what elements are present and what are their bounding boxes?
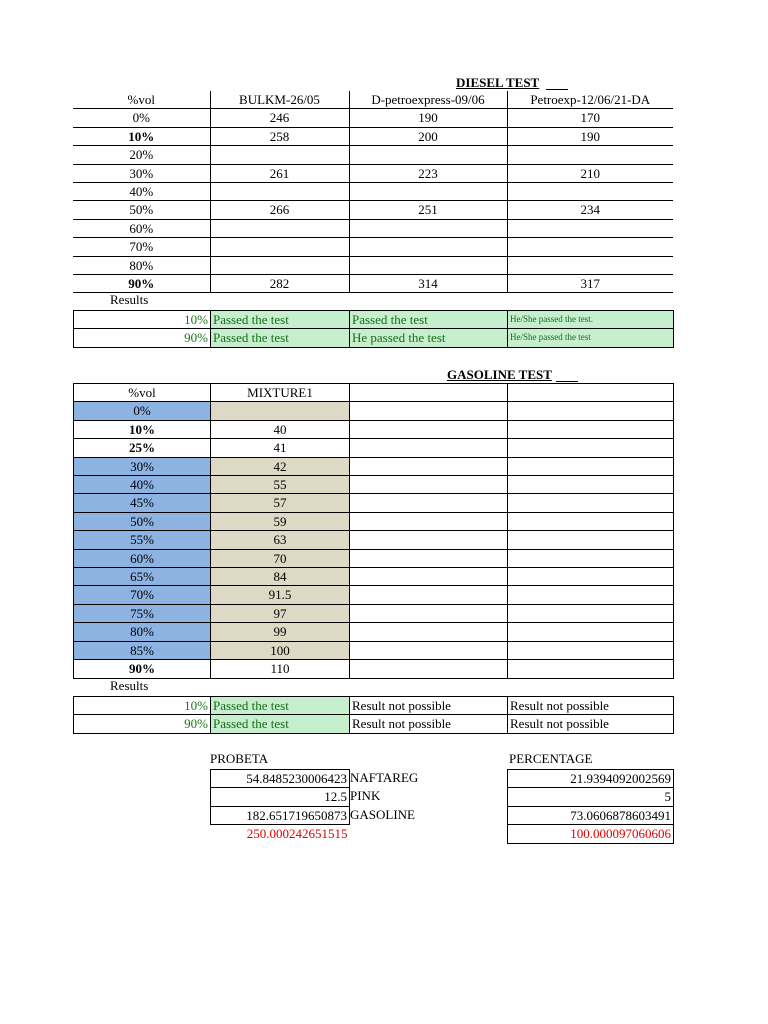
gasoline-result-cell: Result not possible xyxy=(508,697,674,715)
component-name: GASOLINE xyxy=(350,806,415,822)
percentage-table xyxy=(507,769,674,844)
gasoline-vol-cell: 30% xyxy=(74,457,211,475)
gasoline-vol-cell: 25% xyxy=(74,439,211,457)
diesel-header-row xyxy=(73,91,673,109)
diesel-value-cell: 223 xyxy=(349,164,507,182)
gasoline-row xyxy=(74,512,674,530)
gasoline-vol-cell: 40% xyxy=(74,476,211,494)
gasoline-value-cell: 99 xyxy=(211,623,350,641)
gasoline-empty-cell xyxy=(350,641,508,659)
gasoline-result-row xyxy=(74,715,674,733)
component-name: NAFTAREG xyxy=(350,770,419,785)
gasoline-row xyxy=(74,402,674,420)
gasoline-empty-cell xyxy=(350,549,508,567)
diesel-result-cell: He/She passed the test xyxy=(508,329,674,347)
percentage-value: 73.0606878603491 xyxy=(508,806,674,824)
diesel-value-cell xyxy=(349,183,507,201)
diesel-header-cell: BULKM-26/05 xyxy=(210,91,349,109)
gasoline-vol-cell: 50% xyxy=(74,512,211,530)
gasoline-empty-cell xyxy=(350,660,508,678)
gasoline-vol-cell: 55% xyxy=(74,531,211,549)
gasoline-empty-cell xyxy=(350,623,508,641)
diesel-row xyxy=(73,201,673,219)
gasoline-value-cell: 40 xyxy=(211,420,350,438)
gasoline-header-cell xyxy=(350,384,508,402)
gasoline-value-cell xyxy=(211,402,350,420)
diesel-value-cell xyxy=(210,183,349,201)
diesel-value-cell xyxy=(507,256,673,274)
percentage-total: 100.000097060606 xyxy=(508,825,674,843)
gasoline-value-cell: 63 xyxy=(211,531,350,549)
diesel-row xyxy=(73,256,673,274)
probeta-label: PROBETA xyxy=(210,751,269,766)
diesel-title-underline xyxy=(546,89,568,90)
gasoline-vol-cell: 0% xyxy=(74,402,211,420)
gasoline-vol-cell: 45% xyxy=(74,494,211,512)
diesel-row xyxy=(73,164,673,182)
diesel-result-row xyxy=(74,329,674,347)
gasoline-empty-cell xyxy=(508,568,674,586)
percentage-row xyxy=(508,788,674,806)
percentage-label: PERCENTAGE xyxy=(509,751,593,766)
gasoline-empty-cell xyxy=(350,531,508,549)
diesel-header-cell: D-petroexpress-09/06 xyxy=(349,91,507,109)
gasoline-results-table xyxy=(73,696,674,734)
gasoline-vol-cell: 70% xyxy=(74,586,211,604)
diesel-vol-cell: 80% xyxy=(73,256,210,274)
diesel-result-cell: He passed the test xyxy=(350,329,508,347)
gasoline-row xyxy=(74,549,674,567)
gasoline-vol-cell: 85% xyxy=(74,641,211,659)
diesel-vol-cell: 30% xyxy=(73,164,210,182)
gasoline-value-cell: 55 xyxy=(211,476,350,494)
gasoline-row xyxy=(74,586,674,604)
diesel-value-cell xyxy=(349,146,507,164)
gasoline-value-cell: 110 xyxy=(211,660,350,678)
diesel-vol-cell: 20% xyxy=(73,146,210,164)
diesel-result-pct: 10% xyxy=(74,311,211,329)
diesel-value-cell: 258 xyxy=(210,127,349,145)
probeta-total-row xyxy=(211,825,350,843)
gasoline-row xyxy=(74,457,674,475)
gasoline-result-cell: Result not possible xyxy=(350,697,508,715)
gasoline-row xyxy=(74,476,674,494)
gasoline-empty-cell xyxy=(350,439,508,457)
gasoline-empty-cell xyxy=(508,531,674,549)
gasoline-value-cell: 84 xyxy=(211,568,350,586)
gasoline-result-cell: Passed the test xyxy=(211,697,350,715)
probeta-value: 54.8485230006423 xyxy=(211,770,350,788)
component-name: PINK xyxy=(350,788,381,804)
gasoline-vol-cell: 65% xyxy=(74,568,211,586)
diesel-row xyxy=(73,127,673,145)
gasoline-header-cell: %vol xyxy=(74,384,211,402)
gasoline-result-pct: 10% xyxy=(74,697,211,715)
gasoline-empty-cell xyxy=(508,420,674,438)
diesel-result-cell: Passed the test xyxy=(211,329,350,347)
diesel-value-cell: 234 xyxy=(507,201,673,219)
gasoline-empty-cell xyxy=(350,568,508,586)
diesel-row xyxy=(73,109,673,127)
diesel-vol-cell: 10% xyxy=(73,127,210,145)
gasoline-empty-cell xyxy=(350,457,508,475)
gasoline-result-cell: Passed the test xyxy=(211,715,350,733)
gasoline-row xyxy=(74,568,674,586)
gasoline-empty-cell xyxy=(350,476,508,494)
gasoline-empty-cell xyxy=(350,604,508,622)
diesel-row xyxy=(73,275,673,293)
percentage-row xyxy=(508,770,674,788)
percentage-value: 21.9394092002569 xyxy=(508,770,674,788)
gasoline-row xyxy=(74,660,674,678)
diesel-results-table xyxy=(73,310,674,348)
diesel-vol-cell: 50% xyxy=(73,201,210,219)
gasoline-vol-cell: 60% xyxy=(74,549,211,567)
gasoline-empty-cell xyxy=(350,586,508,604)
diesel-vol-cell: 40% xyxy=(73,183,210,201)
diesel-value-cell: 200 xyxy=(349,127,507,145)
diesel-value-cell xyxy=(210,256,349,274)
gasoline-empty-cell xyxy=(508,641,674,659)
gasoline-header-cell xyxy=(508,384,674,402)
diesel-header-cell: Petroexp-12/06/21-DA xyxy=(507,91,673,109)
gasoline-empty-cell xyxy=(508,402,674,420)
diesel-value-cell xyxy=(507,219,673,237)
diesel-value-cell: 314 xyxy=(349,275,507,293)
gasoline-empty-cell xyxy=(350,494,508,512)
gasoline-row xyxy=(74,494,674,512)
diesel-row xyxy=(73,183,673,201)
gasoline-row xyxy=(74,641,674,659)
diesel-result-cell: He/She passed the test. xyxy=(508,311,674,329)
diesel-vol-cell: 70% xyxy=(73,238,210,256)
gasoline-empty-cell xyxy=(508,549,674,567)
gasoline-result-row xyxy=(74,697,674,715)
probeta-total: 250.000242651515 xyxy=(246,826,348,842)
gasoline-value-cell: 70 xyxy=(211,549,350,567)
diesel-vol-cell: 60% xyxy=(73,219,210,237)
diesel-value-cell xyxy=(507,183,673,201)
gasoline-empty-cell xyxy=(508,494,674,512)
gasoline-result-pct: 90% xyxy=(74,715,211,733)
gasoline-empty-cell xyxy=(350,512,508,530)
gasoline-vol-cell: 90% xyxy=(74,660,211,678)
gasoline-table xyxy=(73,383,674,679)
diesel-result-cell: Passed the test xyxy=(211,311,350,329)
gasoline-empty-cell xyxy=(508,623,674,641)
diesel-vol-cell: 90% xyxy=(73,275,210,293)
gasoline-value-cell: 42 xyxy=(211,457,350,475)
diesel-value-cell xyxy=(349,219,507,237)
gasoline-row xyxy=(74,531,674,549)
gasoline-value-cell: 97 xyxy=(211,604,350,622)
diesel-value-cell xyxy=(210,146,349,164)
diesel-result-cell: Passed the test xyxy=(350,311,508,329)
gasoline-row xyxy=(74,420,674,438)
diesel-result-pct: 90% xyxy=(74,329,211,347)
mix-names xyxy=(349,769,418,824)
gasoline-empty-cell xyxy=(350,402,508,420)
diesel-row xyxy=(73,238,673,256)
gasoline-empty-cell xyxy=(508,457,674,475)
diesel-value-cell: 170 xyxy=(507,109,673,127)
gasoline-vol-cell: 75% xyxy=(74,604,211,622)
diesel-value-cell: 266 xyxy=(210,201,349,219)
gasoline-row xyxy=(74,439,674,457)
probeta-row xyxy=(211,806,350,824)
gasoline-header-cell: MIXTURE1 xyxy=(211,384,350,402)
diesel-row xyxy=(73,146,673,164)
diesel-value-cell xyxy=(507,238,673,256)
percentage-value: 5 xyxy=(508,788,674,806)
gasoline-value-cell: 91.5 xyxy=(211,586,350,604)
probeta-row xyxy=(211,788,350,806)
diesel-value-cell: 210 xyxy=(507,164,673,182)
diesel-value-cell: 317 xyxy=(507,275,673,293)
diesel-result-row xyxy=(74,311,674,329)
gasoline-vol-cell: 80% xyxy=(74,623,211,641)
gasoline-value-cell: 57 xyxy=(211,494,350,512)
gasoline-empty-cell xyxy=(508,476,674,494)
gasoline-empty-cell xyxy=(350,420,508,438)
diesel-value-cell xyxy=(210,219,349,237)
diesel-header-cell: %vol xyxy=(73,91,210,109)
gasoline-empty-cell xyxy=(508,512,674,530)
diesel-value-cell: 246 xyxy=(210,109,349,127)
gasoline-header-row xyxy=(74,384,674,402)
diesel-row xyxy=(73,219,673,237)
gasoline-empty-cell xyxy=(508,439,674,457)
gasoline-row xyxy=(74,604,674,622)
probeta-table xyxy=(210,769,350,843)
diesel-value-cell: 190 xyxy=(349,109,507,127)
diesel-value-cell xyxy=(349,238,507,256)
gasoline-value-cell: 59 xyxy=(211,512,350,530)
gasoline-value-cell: 41 xyxy=(211,439,350,457)
probeta-row xyxy=(211,770,350,788)
gasoline-title: GASOLINE TEST xyxy=(447,367,552,382)
gasoline-empty-cell xyxy=(508,586,674,604)
diesel-value-cell: 190 xyxy=(507,127,673,145)
percentage-total-row xyxy=(508,825,674,843)
diesel-value-cell xyxy=(507,146,673,164)
gasoline-value-cell: 100 xyxy=(211,641,350,659)
diesel-vol-cell: 0% xyxy=(73,109,210,127)
gasoline-results-label: Results xyxy=(110,678,149,693)
percentage-row xyxy=(508,806,674,824)
diesel-table xyxy=(73,91,673,293)
probeta-value: 12.5 xyxy=(211,788,350,806)
diesel-value-cell: 282 xyxy=(210,275,349,293)
gasoline-result-cell: Result not possible xyxy=(508,715,674,733)
gasoline-row xyxy=(74,623,674,641)
probeta-value: 182.651719650873 xyxy=(211,806,350,824)
diesel-value-cell xyxy=(349,256,507,274)
diesel-title: DIESEL TEST xyxy=(456,75,540,90)
gasoline-result-cell: Result not possible xyxy=(350,715,508,733)
gasoline-empty-cell xyxy=(508,660,674,678)
gasoline-title-underline xyxy=(556,381,578,382)
diesel-results-label: Results xyxy=(110,292,149,307)
diesel-value-cell: 261 xyxy=(210,164,349,182)
diesel-value-cell xyxy=(210,238,349,256)
diesel-value-cell: 251 xyxy=(349,201,507,219)
gasoline-vol-cell: 10% xyxy=(74,420,211,438)
gasoline-empty-cell xyxy=(508,604,674,622)
